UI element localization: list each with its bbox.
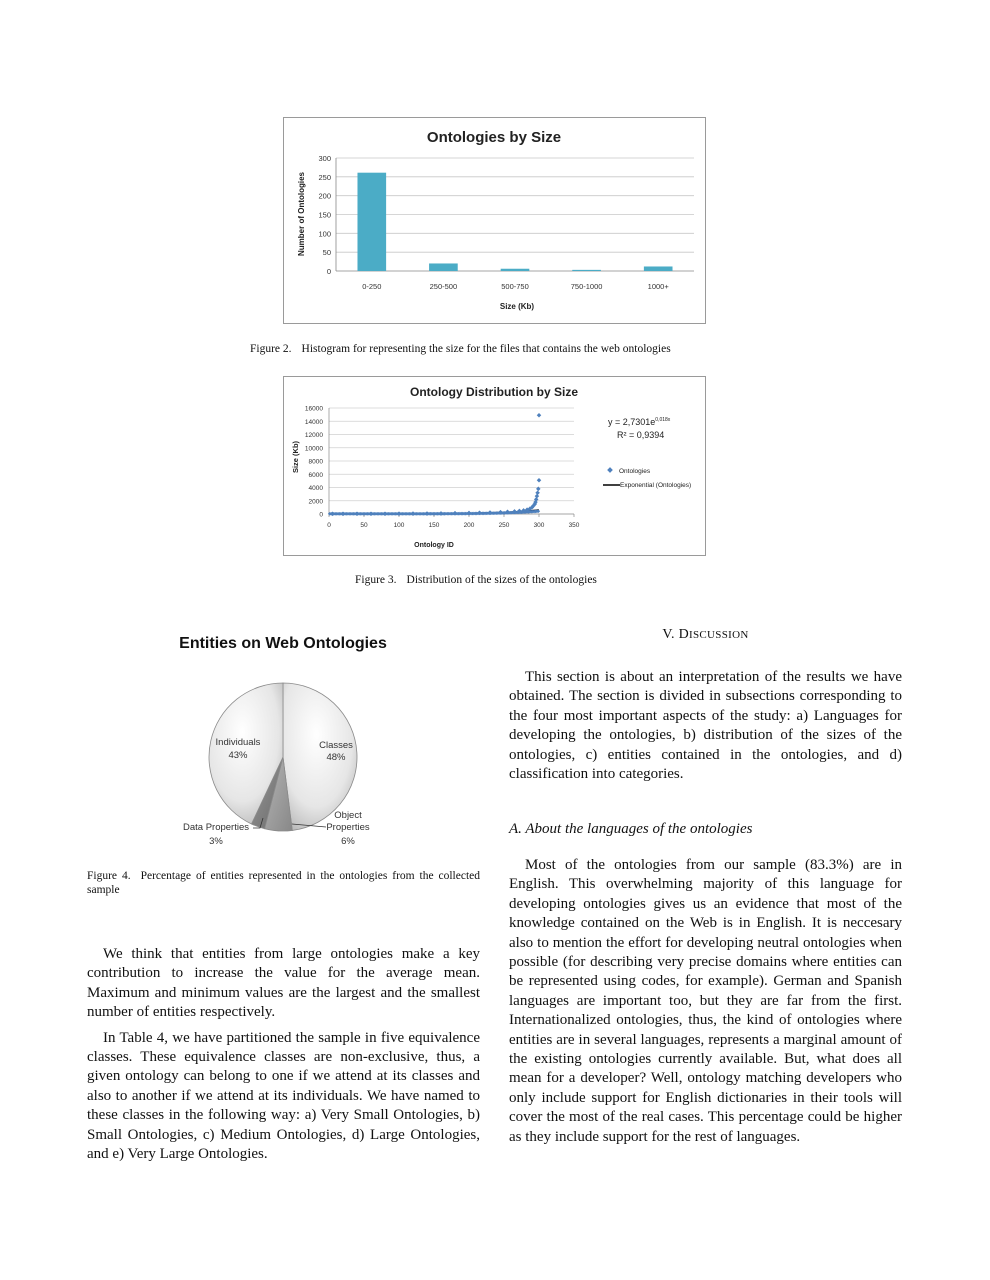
fig3-xtick-label: 50 <box>360 522 368 529</box>
fig4-label-object-properties-name1: Object <box>334 810 362 821</box>
fig2-bar <box>572 270 601 271</box>
fig3-equation: $y = 2,7301e^{0,018x}$ <box>608 417 671 427</box>
fig3-ytick-label: 12000 <box>304 432 323 439</box>
fig3-ytick-label: 8000 <box>308 458 323 466</box>
fig2-xtick-label: 1000+ <box>647 282 669 291</box>
figure-2-caption <box>250 343 750 355</box>
figure-3-chart <box>283 376 706 556</box>
left-paragraph-1: We think that entities from large ontologies make a key contribution to increase the value for the average mean. Maximum and minimum values are the largest and the smallest number of entities respectively. <box>87 946 480 1021</box>
fig3-point <box>383 511 388 516</box>
fig3-xtick-label: 0 <box>327 522 331 529</box>
fig3-xtick-label: 250 <box>498 522 510 529</box>
fig3-legend-marker-ontologies <box>607 467 613 473</box>
figure-3-svg <box>284 377 705 555</box>
fig3-point <box>369 511 374 516</box>
fig2-xtick-label: 250-500 <box>429 282 458 291</box>
fig2-ylabel: Number of Ontologies <box>297 172 306 256</box>
right-intro-text <box>509 668 902 790</box>
fig3-xtick-label: 150 <box>428 522 440 529</box>
fig3-point <box>535 494 540 499</box>
figure-4-svg <box>160 622 410 852</box>
fig2-ytick-label: 300 <box>318 154 331 163</box>
figure-3-caption-label: Figure 3. <box>355 574 397 586</box>
fig3-xtick-label: 100 <box>393 522 405 529</box>
fig3-xlabel: Ontology ID <box>414 542 454 549</box>
figure-4-chart <box>160 622 410 852</box>
fig3-xtick-label: 300 <box>533 522 545 529</box>
fig3-point <box>341 512 346 517</box>
fig3-ytick-label: 0 <box>319 511 323 519</box>
figure-4-caption-text: Percentage of entities represented in the ontologies from the collected sample <box>87 870 481 896</box>
fig3-ytick-label: 6000 <box>308 471 323 479</box>
fig2-xlabel: Size (Kb) <box>499 302 535 311</box>
fig4-label-data-properties-name: Data Properties <box>182 822 250 833</box>
figure-3-caption <box>355 574 755 586</box>
fig2-ytick-label: 250 <box>318 172 331 182</box>
figure-2-caption-label: Figure 2. <box>250 343 292 355</box>
fig3-ytick-label: 2000 <box>308 498 323 506</box>
left-paragraph-2: In Table 4, we have partitioned the sample in five equivalence classes. These equivalence classes are non-exclusive, thus, a given ontology can belong to one if we attend at its classes and also to another if we attend at its individuals. We have named to these classes in the following way: a) Very Small Ontologies, b) Small Ontologies, c) Medium Ontologies, d) Large Ontologies, and e) Very Large Ontologies. <box>87 1029 480 1163</box>
fig3-r-squared: R² = 0,9394 <box>617 430 665 440</box>
fig2-bar <box>501 269 530 271</box>
fig3-xtick-label: 350 <box>568 522 580 529</box>
left-column-text <box>87 945 480 1170</box>
fig3-point <box>537 478 542 483</box>
fig4-label-individuals-value: 43% <box>228 750 248 761</box>
section-title: DISCUSSION <box>678 627 749 642</box>
fig3-ylabel: Size (Kb) <box>291 440 300 474</box>
fig3-title: Ontology Distribution by Size <box>410 385 578 399</box>
figure-2-chart <box>283 117 706 324</box>
figure-2-caption-text: Histogram for representing the size for the files that contains the web ontologies <box>301 343 671 355</box>
fig2-ytick-label: 150 <box>318 210 331 220</box>
fig2-ytick-label: 100 <box>318 229 331 239</box>
figure-3-caption-text: Distribution of the sizes of the ontologies <box>406 574 597 586</box>
section-heading-discussion <box>509 627 902 643</box>
fig2-xtick-label: 500-750 <box>501 282 529 291</box>
fig4-title: Entities on Web Ontologies <box>179 635 387 652</box>
section-number: V. <box>662 627 675 642</box>
fig3-ytick-label: 14000 <box>304 418 323 426</box>
figure-4-caption <box>87 869 480 897</box>
fig4-slice-classes <box>283 683 357 830</box>
fig2-bar <box>429 263 458 271</box>
right-paragraph-2: Most of the ontologies from our sample (83.3%) are in English. This overwhelming majority of this language for developing ontologies gives us an evidence that most of the knowledge contained on the Web is in English. It is neccesary also to mention the effort for developing neutral ontologies when possible (for describing very precise domains where entities can be represented using codes, for example). German and Spanish languages are important too, but they are far from the first. Internationalized ontologies, thus, the kind of ontologies where entities are in several languages, represents a marginal amount of the existing ontologies currently available. But, what does all mean for a developer? Well, ontology matching developers who only include support for English dictionaries in their tools will cover the most of the real cases. This percentage could be higher as they include support for the rest of languages. <box>509 857 902 1145</box>
figure-4-caption-label: Figure 4. <box>87 870 131 882</box>
fig2-ytick-label: 200 <box>318 191 331 201</box>
fig3-point <box>537 413 542 418</box>
fig3-ytick-label: 4000 <box>308 485 323 492</box>
fig2-bar <box>357 173 386 271</box>
fig2-title: Ontologies by Size <box>426 129 562 146</box>
fig2-xtick-label: 0-250 <box>362 282 382 291</box>
fig3-ytick-label: 10000 <box>304 445 323 453</box>
fig4-label-individuals-name: Individuals <box>215 737 261 748</box>
subsection-heading-languages: A. About the languages of the ontologies <box>509 821 753 837</box>
fig3-point <box>411 511 416 516</box>
fig2-xtick-label: 750-1000 <box>570 282 603 291</box>
fig3-ytick-label: 16000 <box>304 405 323 413</box>
right-languages-text <box>509 856 902 1153</box>
fig3-xtick-label: 200 <box>463 522 475 529</box>
fig3-legend-label-ontologies: Ontologies <box>619 468 651 475</box>
figure-2-svg <box>284 118 705 323</box>
fig2-ytick-label: 50 <box>322 248 331 258</box>
fig3-point <box>535 491 540 496</box>
fig3-point <box>355 512 360 517</box>
fig4-label-classes-value: 48% <box>326 752 346 763</box>
fig3-point <box>397 511 402 516</box>
fig2-ytick-label: 0 <box>326 267 331 276</box>
fig4-label-object-properties-value: 6% <box>341 836 355 847</box>
right-paragraph-1: This section is about an interpretation of the results we have obtained. The section is divided in subsections corresponding to the four most important aspects of the study: a) Languages for developing the ontologies, b) distribution of the sizes of the ontologies, c) entities contained in the ontologies, and d) classification into categories. <box>509 669 902 783</box>
fig4-label-classes-name: Classes <box>319 740 353 751</box>
fig2-bar <box>644 266 673 271</box>
fig3-legend-label-exponential: Exponential (Ontologies) <box>620 482 692 489</box>
fig4-label-object-properties-name2: Properties <box>326 822 370 833</box>
fig4-label-data-properties-value: 3% <box>209 836 223 847</box>
fig3-legend <box>603 467 691 489</box>
